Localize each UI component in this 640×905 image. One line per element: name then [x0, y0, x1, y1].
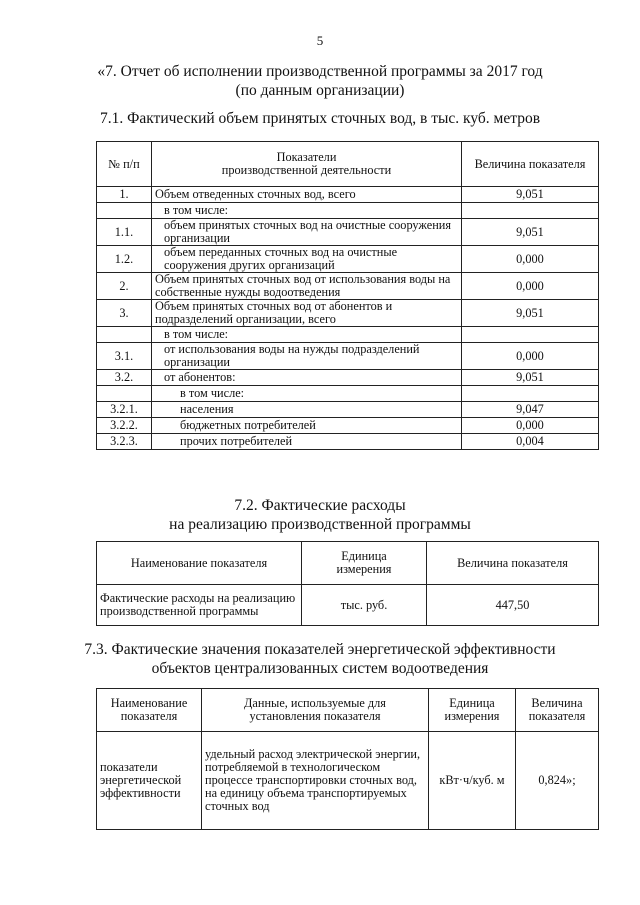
row-name: в том числе:: [152, 327, 462, 343]
section-7-2-title-line1: 7.2. Фактические расходы: [234, 497, 406, 514]
col-header-value: [516, 689, 599, 732]
section-7-title: [0, 62, 640, 100]
row-name: Объем принятых сточных вод от абонентов и подразделений организации, всего: [152, 300, 462, 327]
row-num: 3.1.: [97, 343, 152, 370]
table-row: [97, 434, 599, 450]
table-header-row: [97, 542, 599, 585]
col-header-indicator: [152, 142, 462, 187]
table-row: [97, 370, 599, 386]
table-row: [97, 386, 599, 402]
row-num: 2.: [97, 273, 152, 300]
col-header-num: № п/п: [97, 142, 152, 187]
row-num: [97, 203, 152, 219]
row-value: 0,000: [462, 343, 599, 370]
section-7-2-title: [0, 496, 640, 534]
row-num: 3.2.2.: [97, 418, 152, 434]
table-header-row: [97, 142, 599, 187]
col-header-unit-line2: измерения: [336, 562, 392, 576]
row-value: 9,047: [462, 402, 599, 418]
row-name: в том числе:: [152, 203, 462, 219]
table-row: [97, 203, 599, 219]
page-number: 5: [316, 33, 324, 48]
row-value: 9,051: [462, 187, 599, 203]
table-row: [97, 343, 599, 370]
row-value: 0,000: [462, 246, 599, 273]
row-name: Объем принятых сточных вод от использования воды на собственные нужды водоотведения: [152, 273, 462, 300]
row-name: Фактические расходы на реализацию производственной программы: [97, 585, 302, 626]
row-num: 1.: [97, 187, 152, 203]
col-header-name: [97, 689, 202, 732]
col-header-indicator-line2: производственной деятельности: [221, 163, 392, 177]
row-unit: кВт·ч/куб. м: [429, 732, 516, 830]
row-num: 3.2.1.: [97, 402, 152, 418]
row-value: [462, 203, 599, 219]
col-header-unit-line1: Единица: [341, 549, 387, 563]
table-row: [97, 402, 599, 418]
col-header-data-line2: установления показателя: [249, 709, 381, 723]
row-name: Объем отведенных сточных вод, всего: [152, 187, 462, 203]
row-num: [97, 327, 152, 343]
row-num: [97, 386, 152, 402]
row-name: бюджетных потребителей: [152, 418, 462, 434]
table-row: [97, 732, 599, 830]
row-unit: тыс. руб.: [302, 585, 427, 626]
row-name: в том числе:: [152, 386, 462, 402]
row-name: объем переданных сточных вод на очистные сооружения других организаций: [152, 246, 462, 273]
row-num: 1.2.: [97, 246, 152, 273]
table-row: [97, 585, 599, 626]
energy-efficiency-table: [96, 688, 599, 830]
col-header-data-line1: Данные, используемые для: [244, 696, 386, 710]
row-value: 0,000: [462, 418, 599, 434]
col-header-indicator-line1: Показатели: [276, 150, 337, 164]
row-value: 9,051: [462, 370, 599, 386]
row-name: населения: [152, 402, 462, 418]
row-value: 9,051: [462, 219, 599, 246]
section-7-title-line1: «7. Отчет об исполнении производственной программы за 2017 год: [97, 63, 543, 80]
row-value: [462, 386, 599, 402]
row-name: объем принятых сточных вод на очистные сооружения организации: [152, 219, 462, 246]
col-header-value: Величина показателя: [427, 542, 599, 585]
col-header-name-line1: Наименование: [110, 696, 188, 710]
table-row: [97, 327, 599, 343]
table-row: [97, 418, 599, 434]
col-header-unit-line1: Единица: [449, 696, 495, 710]
table-header-row: [97, 689, 599, 732]
section-7-2-title-line2: на реализацию производственной программы: [169, 516, 471, 533]
row-value: 0,000: [462, 273, 599, 300]
col-header-unit: [302, 542, 427, 585]
col-header-name: Наименование показателя: [97, 542, 302, 585]
section-7-3-title-line2: объектов централизованных систем водоотведения: [151, 660, 489, 677]
col-header-unit-line2: измерения: [444, 709, 500, 723]
table-row: [97, 246, 599, 273]
section-7-title-line2: (по данным организации): [235, 82, 405, 99]
section-7-3-title-line1: 7.3. Фактические значения показателей энергетической эффективности: [84, 641, 556, 658]
col-header-name-line2: показателя: [120, 709, 178, 723]
table-row: [97, 219, 599, 246]
row-name: от использования воды на нужды подразделений организации: [152, 343, 462, 370]
row-name: прочих потребителей: [152, 434, 462, 450]
row-value: 0,824»;: [516, 732, 599, 830]
table-row: [97, 273, 599, 300]
row-data: удельный расход электрической энергии, потребляемой в технологическом процессе транспортировки сточных вод, на единицу объема транспортируемых сточных вод: [202, 732, 429, 830]
table-row: [97, 300, 599, 327]
row-value: 9,051: [462, 300, 599, 327]
row-name: показатели энергетической эффективности: [97, 732, 202, 830]
row-name: от абонентов:: [152, 370, 462, 386]
row-num: 3.: [97, 300, 152, 327]
wastewater-volume-table: [96, 141, 599, 450]
row-num: 1.1.: [97, 219, 152, 246]
col-header-data: [202, 689, 429, 732]
row-value: [462, 327, 599, 343]
row-value: 0,004: [462, 434, 599, 450]
col-header-value: Величина показателя: [462, 142, 599, 187]
table-row: [97, 187, 599, 203]
row-num: 3.2.: [97, 370, 152, 386]
expenses-table: [96, 541, 599, 626]
col-header-value-line1: Величина: [531, 696, 583, 710]
col-header-unit: [429, 689, 516, 732]
section-7-3-title: [0, 640, 640, 678]
section-7-1-title: 7.1. Фактический объем принятых сточных вод, в тыс. куб. метров: [99, 110, 541, 127]
col-header-value-line2: показателя: [528, 709, 586, 723]
row-value: 447,50: [427, 585, 599, 626]
row-num: 3.2.3.: [97, 434, 152, 450]
